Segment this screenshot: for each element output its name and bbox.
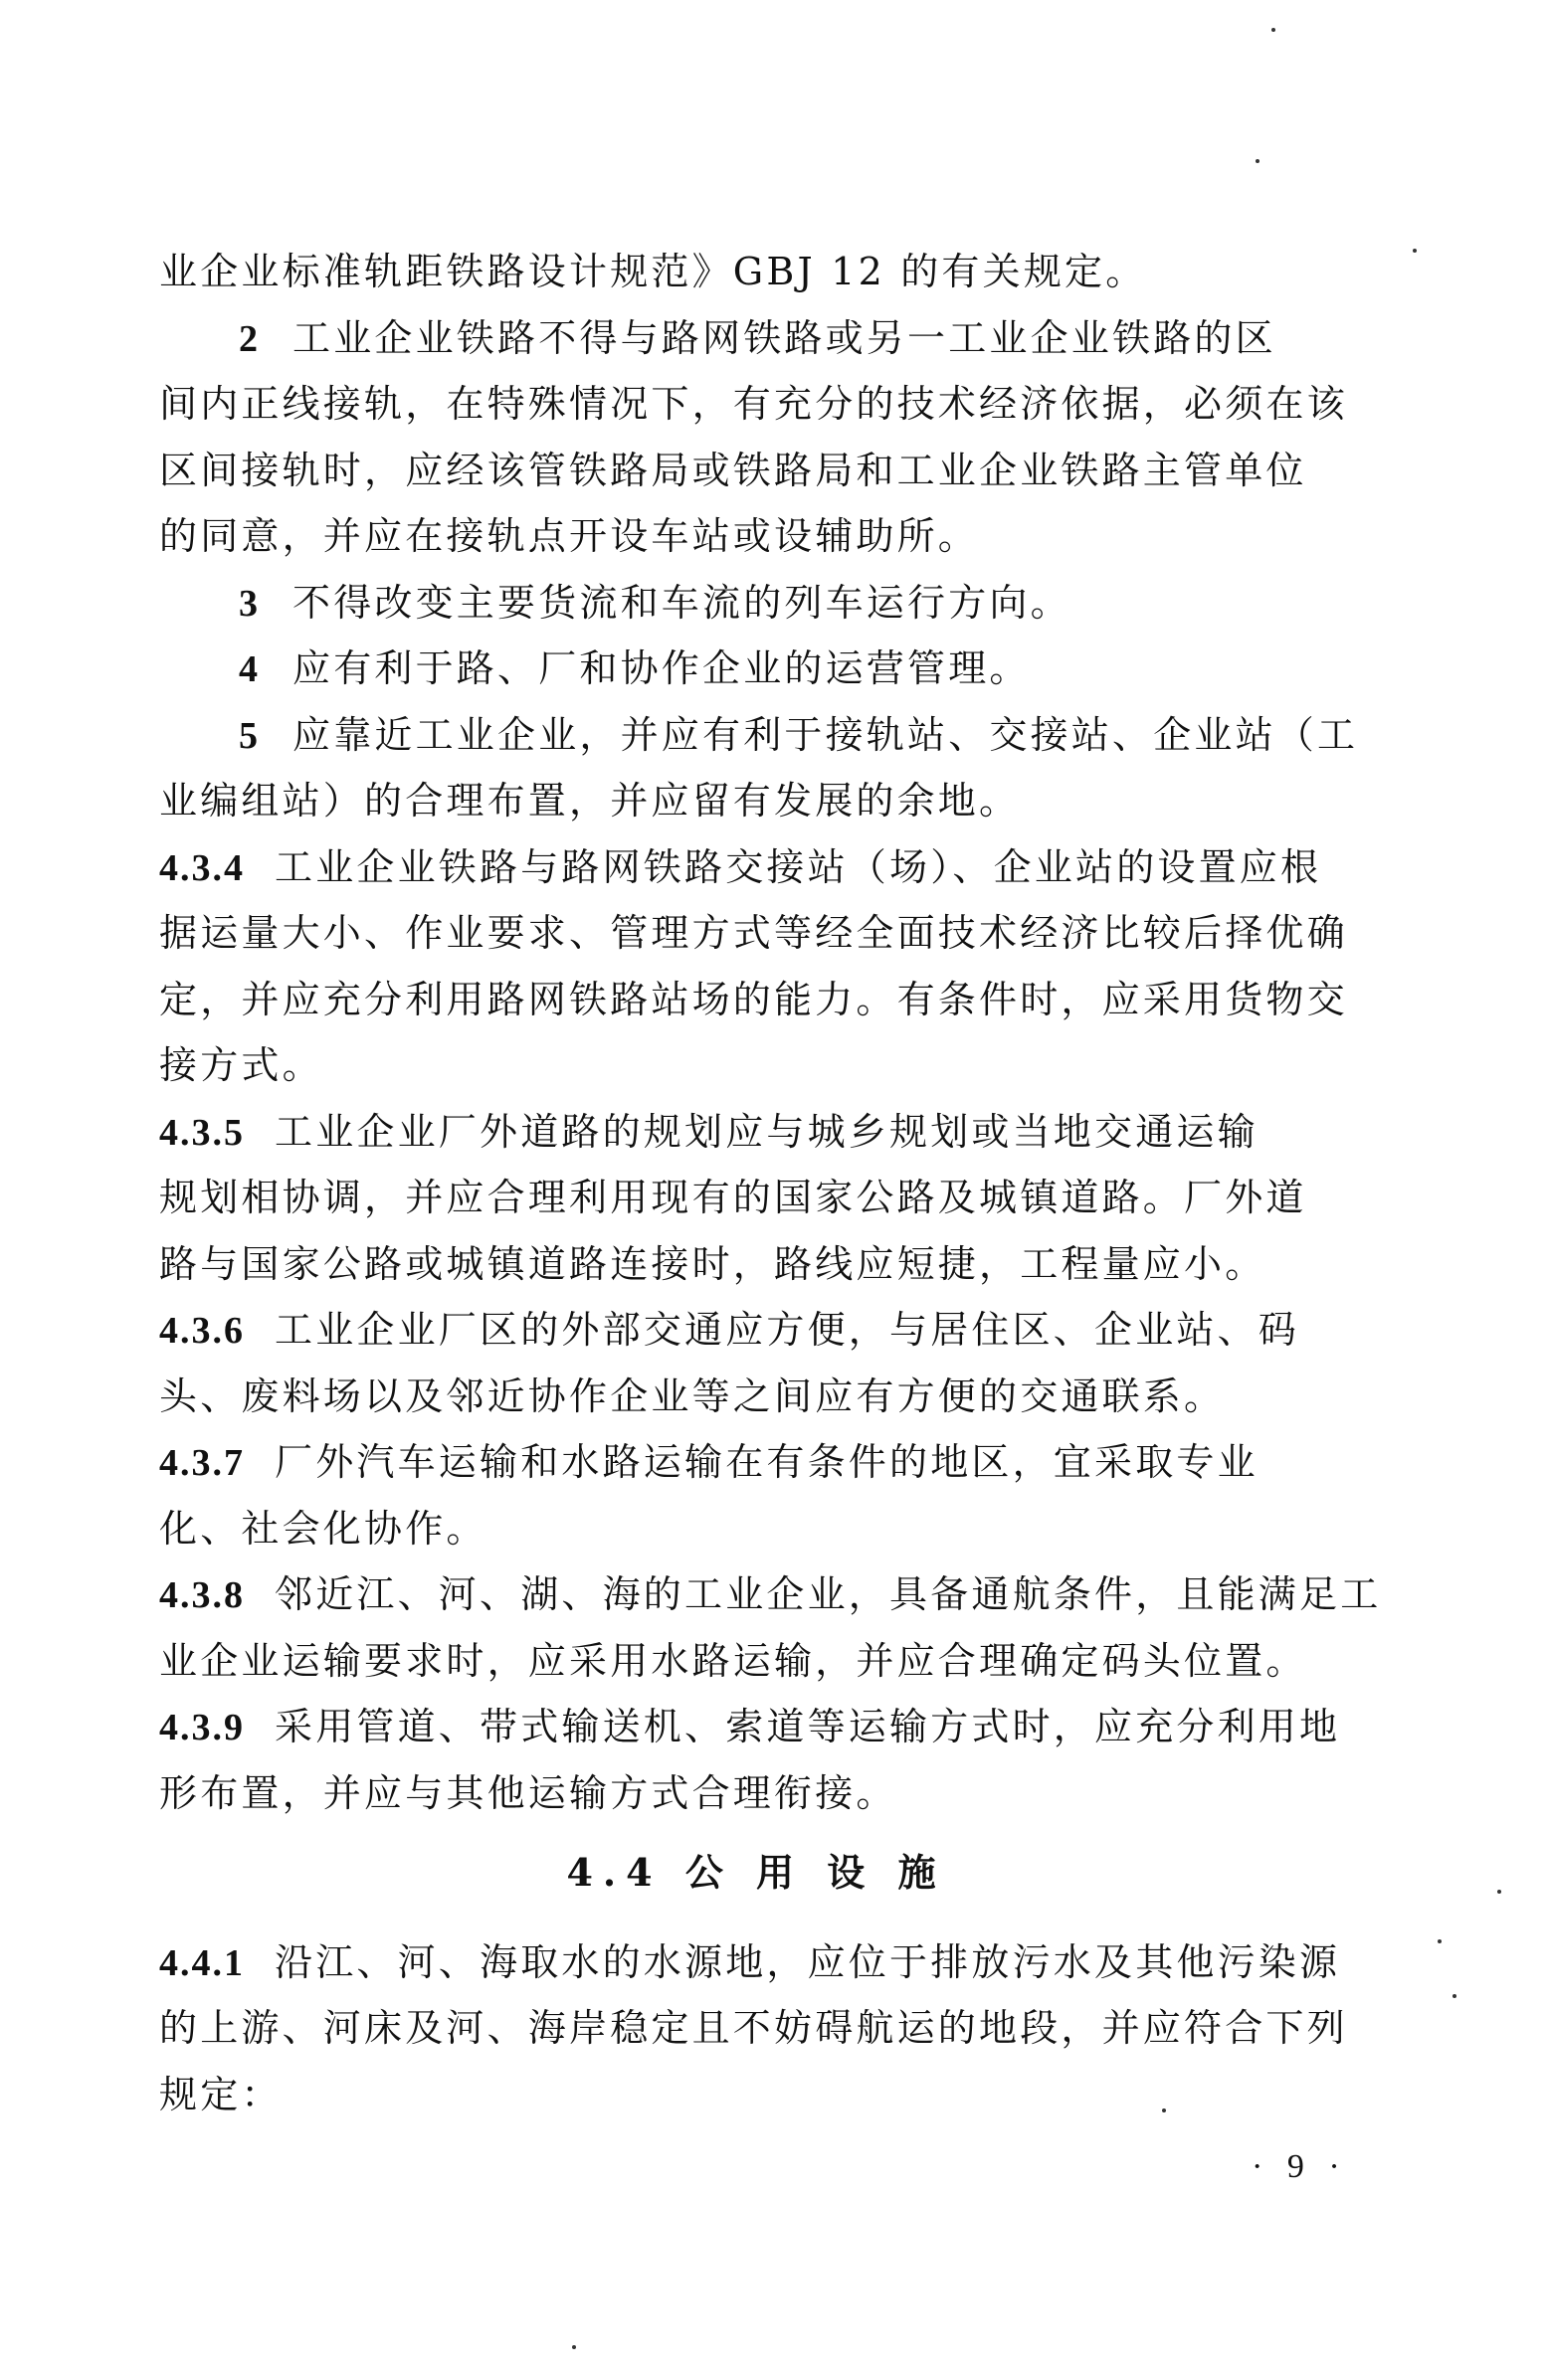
clause-4-3-9: 4.3.9 采用管道、带式输送机、索道等运输方式时，应充分利用地 <box>159 1705 1341 1748</box>
clause-4-4-1: 4.4.1 沿江、河、海取水的水源地，应位于排放污水及其他污染源 <box>159 1939 1341 1984</box>
clause-number: 4.3.6 <box>159 1310 245 1352</box>
text-line: 业企业标准轨距铁路设计规范》GBJ 12 的有关规定。 <box>159 250 1147 293</box>
page-number: · 9 · <box>1252 2148 1348 2185</box>
section-heading: 4.4 公 用 设 施 <box>566 1849 946 1895</box>
scan-speck <box>1271 28 1275 32</box>
clause-number: 4.3.8 <box>159 1574 245 1616</box>
scan-speck <box>1413 249 1417 253</box>
clause-4-3-6: 4.3.6 工业企业厂区的外部交通应方便，与居住区、企业站、码 <box>159 1308 1300 1352</box>
item-number: 3 <box>239 582 259 625</box>
text-line: 规划相协调，并应合理利用现有的国家公路及城镇道路。厂外道 <box>159 1176 1307 1219</box>
text-line: 间内正线接轨，在特殊情况下，有充分的技术经济依据，必须在该 <box>159 382 1348 426</box>
text-line: 定，并应充分利用路网铁路站场的能力。有条件时，应采用货物交 <box>159 977 1348 1021</box>
scan-speck <box>1162 2108 1166 2112</box>
item-number: 2 <box>239 317 259 360</box>
clause-number: 4.3.4 <box>159 846 245 889</box>
scan-speck <box>1438 1939 1442 1943</box>
text-line: 据运量大小、作业要求、管理方式等经全面技术经济比较后择优确 <box>159 911 1348 955</box>
item-number: 4 <box>239 648 259 690</box>
text-line: 业企业运输要求时，应采用水路运输，并应合理确定码头位置。 <box>159 1638 1307 1683</box>
text-line: 路与国家公路或城镇道路连接时，路线应短捷，工程量应小。 <box>159 1241 1266 1286</box>
clause-number: 4.3.9 <box>159 1707 245 1748</box>
text-line: 区间接轨时，应经该管铁路局或铁路局和工业企业铁路主管单位 <box>159 448 1307 492</box>
clause-number: 4.3.7 <box>159 1442 245 1484</box>
scan-speck <box>1256 159 1259 163</box>
list-item-4: 4 应有利于路、厂和协作企业的运营管理。 <box>239 646 1031 690</box>
text-line: 的上游、河床及河、海岸稳定且不妨碍航运的地段，并应符合下列 <box>159 2006 1348 2050</box>
clause-4-3-5: 4.3.5 工业企业厂外道路的规划应与城乡规划或当地交通运输 <box>159 1109 1259 1154</box>
scan-speck <box>572 2345 576 2349</box>
text-line: 的同意，并应在接轨点开设车站或设辅助所。 <box>159 514 980 558</box>
scan-speck <box>1453 1994 1456 1998</box>
clause-4-3-8: 4.3.8 邻近江、河、湖、海的工业企业，具备通航条件，且能满足工 <box>159 1572 1382 1616</box>
item-number: 5 <box>239 714 259 757</box>
list-item-2: 2 工业企业铁路不得与路网铁路或另一工业企业铁路的区 <box>239 315 1276 360</box>
list-item-5: 5 应靠近工业企业，并应有利于接轨站、交接站、企业站（工 <box>239 712 1359 757</box>
text-line: 形布置，并应与其他运输方式合理衔接。 <box>159 1770 897 1815</box>
clause-4-3-4: 4.3.4 工业企业铁路与路网铁路交接站（场）、企业站的设置应根 <box>159 844 1322 889</box>
clause-number: 4.4.1 <box>159 1941 245 1984</box>
clause-number: 4.3.5 <box>159 1111 245 1154</box>
text-line: 接方式。 <box>159 1043 323 1087</box>
body-text <box>159 244 1382 2132</box>
text-line: 规定： <box>159 2072 283 2116</box>
clause-4-3-7: 4.3.7 厂外汽车运输和水路运输在有条件的地区，宜采取专业 <box>159 1440 1259 1484</box>
text-line: 化、社会化协作。 <box>159 1506 487 1551</box>
text-line: 业编组站）的合理布置，并应留有发展的余地。 <box>159 779 1021 823</box>
list-item-3: 3 不得改变主要货流和车流的列车运行方向。 <box>239 580 1071 625</box>
text-line: 头、废料场以及邻近协作企业等之间应有方便的交通联系。 <box>159 1373 1226 1418</box>
scan-speck <box>1497 1890 1501 1894</box>
